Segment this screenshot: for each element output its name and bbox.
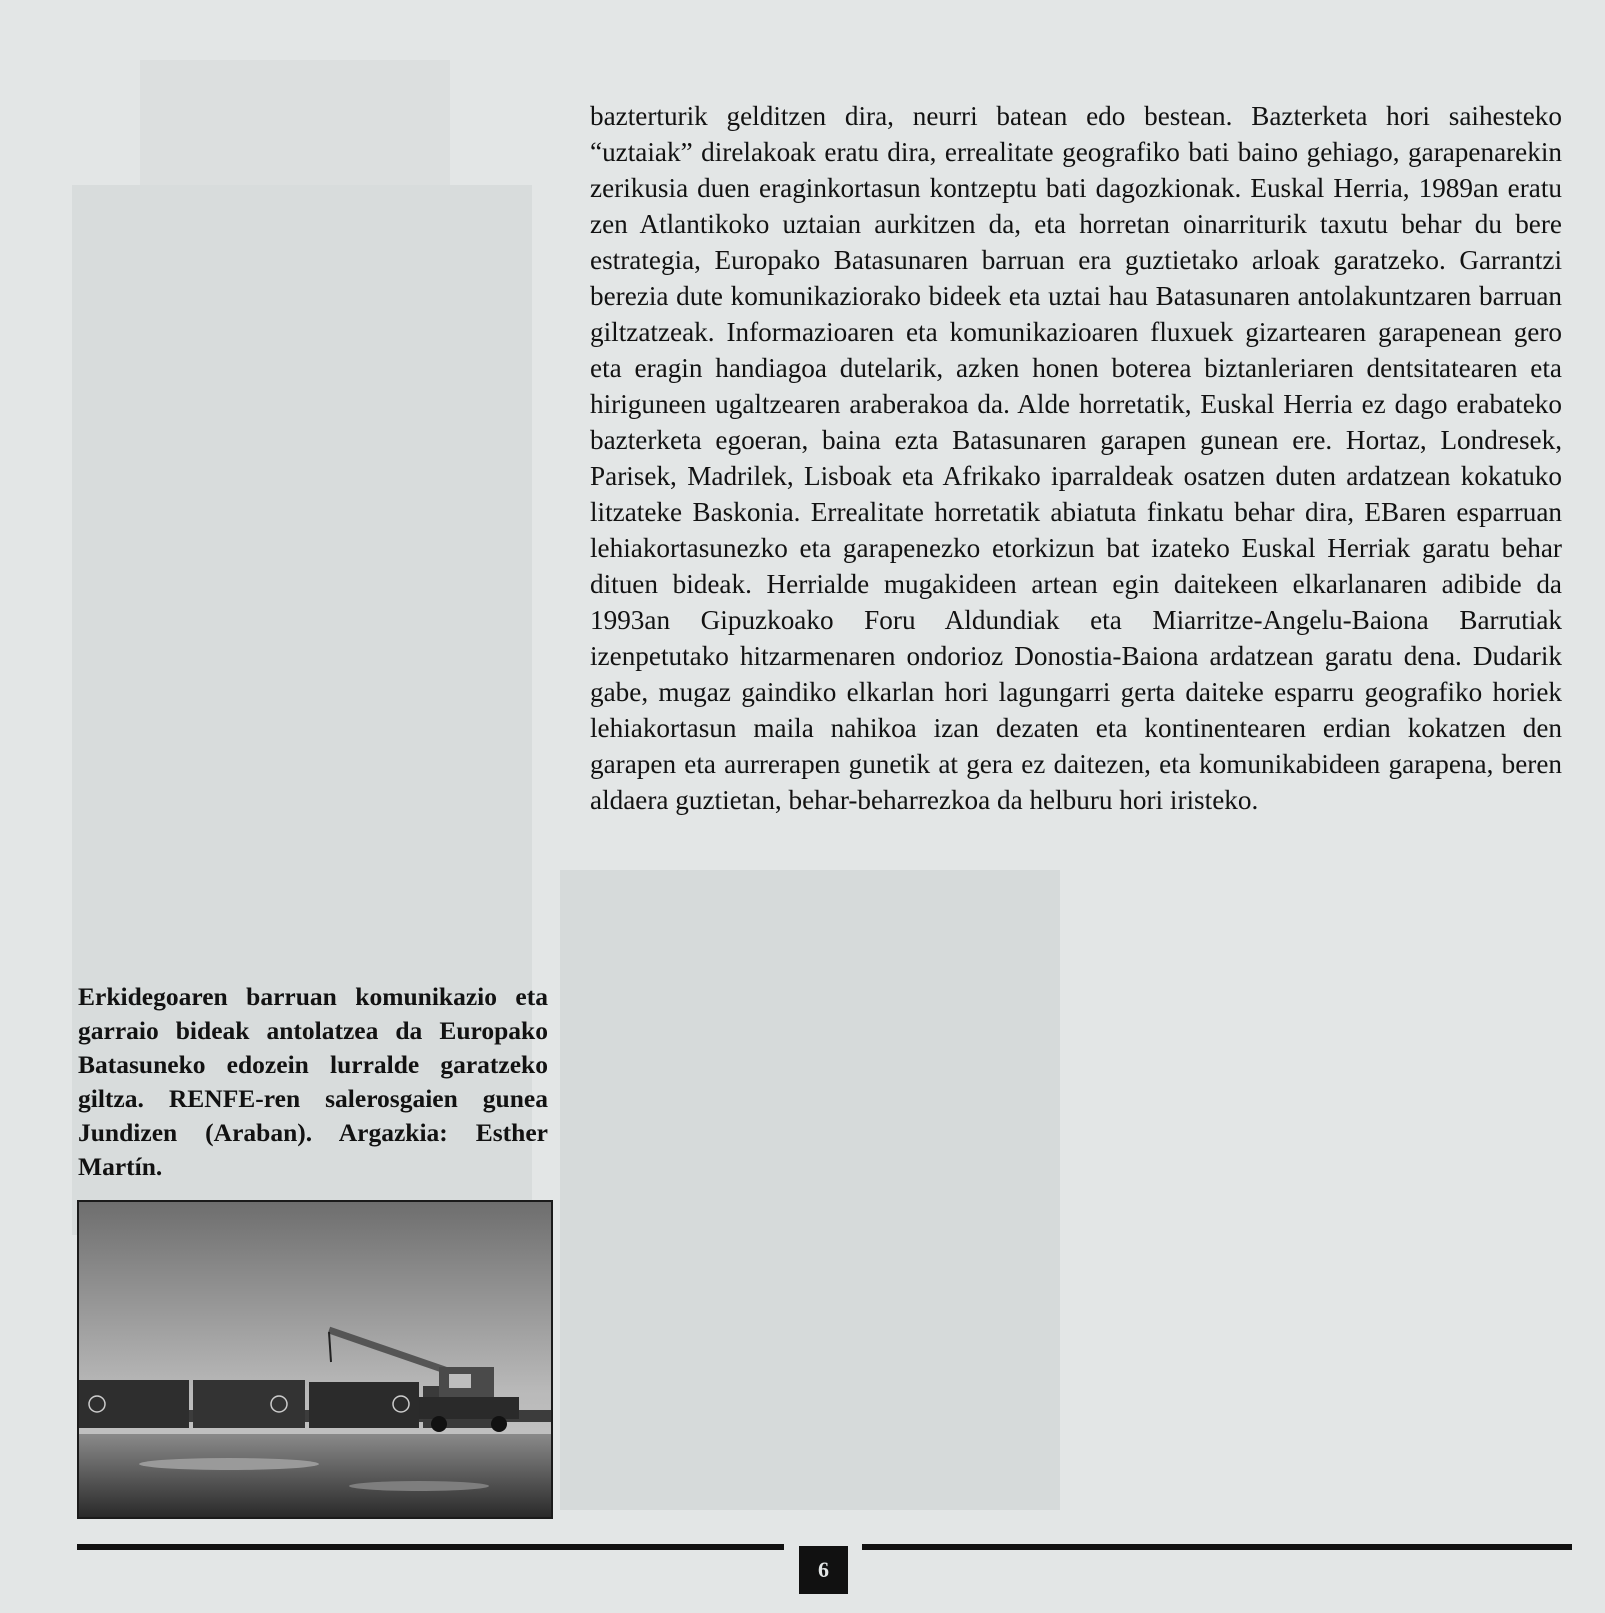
photo-caption: Erkidegoaren barruan komunikazio eta garraio bideak antolatzea da Europako Batasuneko edozein lurralde garatzeko giltza. RENFE-ren salerosgaien gunea Jundizen (Araban). Argazkia: Esther Martín. xyxy=(78,982,548,1181)
bleed-through-panel xyxy=(560,870,1060,1510)
page-number: 6 xyxy=(799,1546,848,1594)
footer-rule-right xyxy=(862,1544,1572,1550)
footer-rule-left xyxy=(77,1544,784,1550)
rail-yard-photo xyxy=(77,1200,553,1519)
bleed-through-area xyxy=(140,60,450,190)
body-paragraph: bazterturik gelditzen dira, neurri batean edo bestean. Bazterketa hori saihesteko “uztaiak” direlakoak eratu dira, errealitate geografiko bati baino gehiago, garapenarekin zerikusia duen eraginkortasun kontzeptu bati dagozkionak. Euskal Herria, 1989an eratu zen Atlantikoko uztaian aurkitzen da, eta horretan oinarriturik taxutu behar du bere estrategia, Europako Batasunaren barruan era guztietako arloak garatzeko. Garrantzi berezia dute komunikaziorako bideek eta uztai hau Batasunaren antolakuntzaren barruan giltzatzeak. Informazioaren eta komunikazioaren fluxuek gizartearen garapenean gero eta eragin handiagoa dutelarik, azken honen boterea biztanleriaren dentsitatearen eta hiriguneen ugaltzearen araberakoa da. Alde horretatik, Euskal Herria ez dago erabateko bazterketa egoeran, baina ezta Batasunaren garapen gunean ere. Hortaz, Londresek, Parisek, Madrilek, Lisboak eta Afrikako iparraldeak osatzen duten ardatzean kokatuko litzateke Baskonia. Errealitate horretatik abiatuta finkatu behar dira, EBaren esparruan lehiakortasunezko eta garapenezko etorkizun bat izateko Euskal Herriak garatu behar dituen bideak. Herrialde mugakideen artean egin daitekeen elkarlanaren adibide da 1993an Gipuzkoako Foru Aldundiak eta Miarritze-Angelu-Baiona Barrutiak izenpetutako hitzarmenaren ondorioz Donostia-Baiona ardatzean garatu dena. Dudarik gabe, mugaz gaindiko elkarlan hori lagungarri gerta daiteke esparru geografiko horiek lehiakortasun maila nahikoa izan dezaten eta kontinentearen erdian kokatzen den garapen eta aurrerapen gunetik at gera ez daitezen, eta komunikabideen garapena, beren aldaera guztietan, behar-beharrezkoa da helburu hori iristeko. xyxy=(590,101,1562,815)
